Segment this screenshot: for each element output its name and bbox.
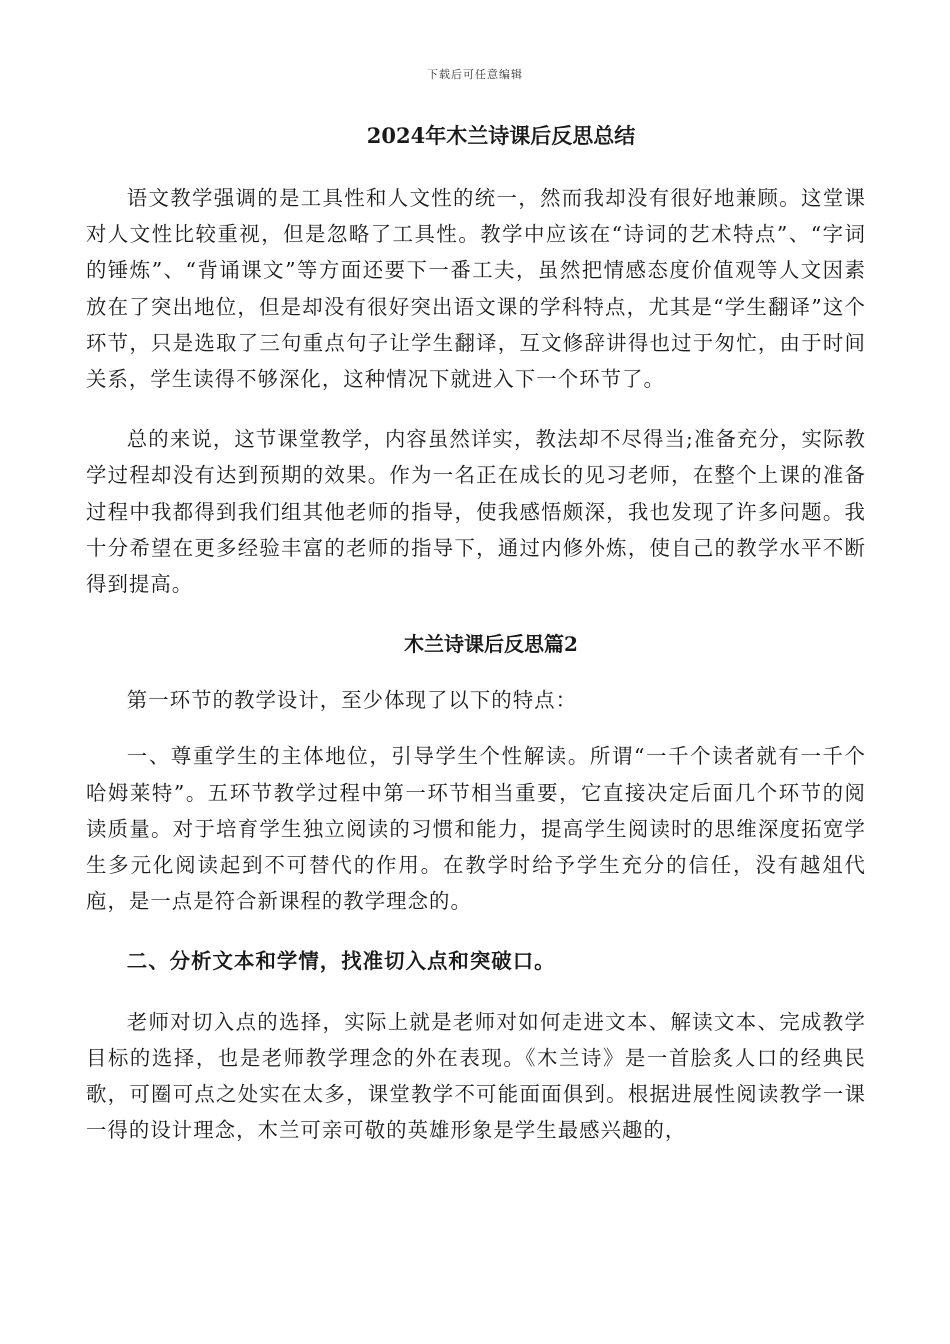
paragraph-2: 总的来说，这节课堂教学，内容虽然详实，教法却不尽得当;准备充分，实际教学过程却没有达到预期的效果。作为一名正在成长的见习老师，在整个上课的准备过程中我都得到我们组其他老师的指导，使我感悟颇深，我也发现了许多问题。我十分希望在更多经验丰富的老师的指导下，通过内修外炼，使自己的教学水平不断得到提高。: [86, 427, 866, 597]
point-2-heading: 二、分析文本和学情，找准切入点和突破口。: [126, 949, 556, 974]
point-2-paragraph: 老师对切入点的选择，实际上就是老师对如何走进文本、解读文本、完成教学目标的选择，也是老师教学理念的外在表现。《木兰诗》是一首脍炙人口的经典民歌，可圈可点之处实在太多，课堂教学不可能面面俱到。根据进展性阅读教学一课一得的设计理念，木兰可亲可敬的英雄形象是学生最感兴趣的，: [86, 1009, 866, 1143]
section-intro: 第一环节的教学设计，至少体现了以下的特点：: [126, 688, 578, 713]
point-1-paragraph: 一、尊重学生的主体地位，引导学生个性解读。所谓“一千个读者就有一千个哈姆莱特”。五环节教学过程中第一环节相当重要，它直接决定后面几个环节的阅读质量。对于培育学生独立阅读的习惯和能力，提高学生阅读时的思维深度拓宽学生多元化阅读起到不可替代的作用。在教学时给予学生充分的信任，没有越俎代庖，是一点是符合新课程的教学理念的。: [86, 744, 866, 914]
section-title: 木兰诗课后反思篇2: [404, 632, 578, 657]
header-note: 下载后可任意编辑: [427, 68, 523, 81]
document-title: 2024年木兰诗课后反思总结: [366, 123, 636, 148]
document-body: [86, 118, 866, 1172]
paragraph-1: 语文教学强调的是工具性和人文性的统一，然而我却没有很好地兼顾。这堂课对人文性比较重视，但是忽略了工具性。教学中应该在“诗词的艺术特点”、“字词的锤炼”、“背诵课文”等方面还要下一番工夫，虽然把情感态度价值观等人文因素放在了突出地位，但是却没有很好突出语文课的学科特点，尤其是“学生翻译”这个环节，只是选取了三句重点句子让学生翻译，互文修辞讲得也过于匆忙，由于时间关系，学生读得不够深化，这种情况下就进入下一个环节了。: [86, 186, 866, 392]
